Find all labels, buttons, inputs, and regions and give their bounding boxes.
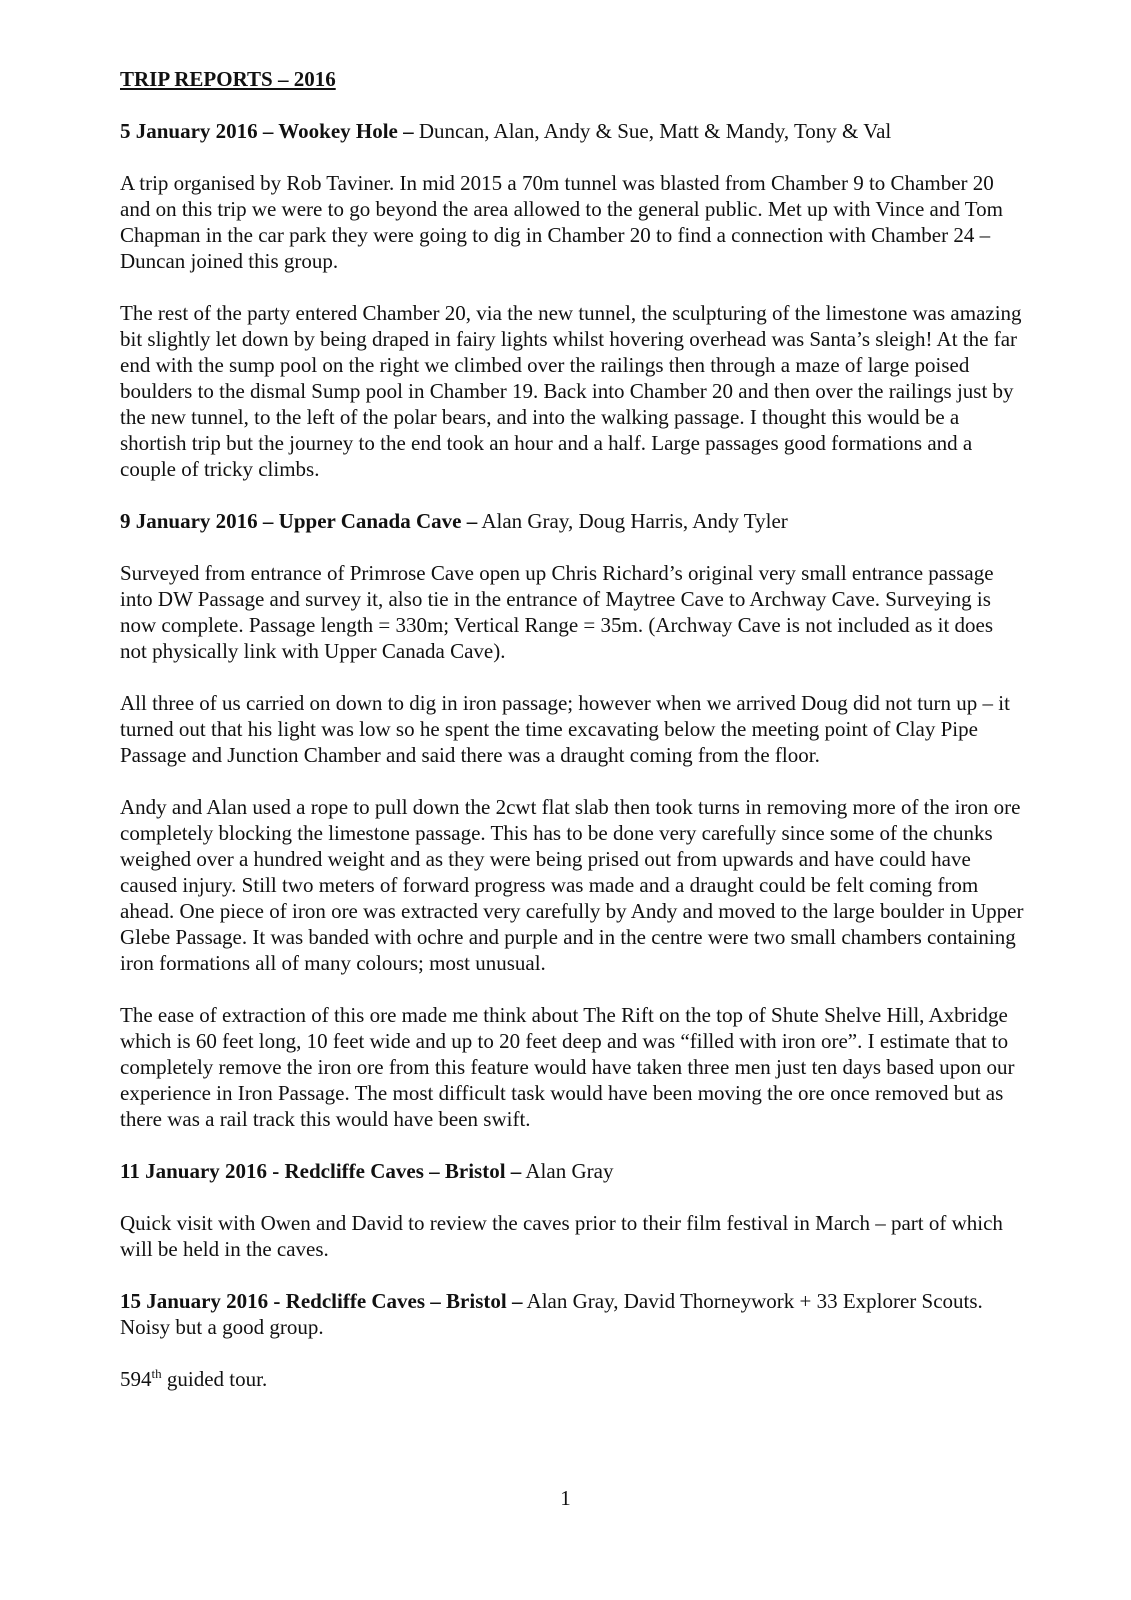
report-heading-attendees: Alan Gray xyxy=(521,1159,614,1183)
report-heading-bold: 11 January 2016 - Redcliffe Caves – Bristol – xyxy=(120,1159,522,1183)
tour-text: guided tour. xyxy=(161,1367,268,1391)
report-heading xyxy=(120,1288,1025,1340)
report-heading-attendees: Duncan, Alan, Andy & Sue, Matt & Mandy, Tony & Val xyxy=(413,119,892,143)
report-paragraph: Quick visit with Owen and David to review the caves prior to their film festival in March – part of which will be held in the caves. xyxy=(120,1211,1003,1261)
report-heading-bold: 15 January 2016 - Redcliffe Caves – Bristol – xyxy=(120,1289,523,1313)
tour-ordinal-suffix: th xyxy=(151,1366,162,1381)
report-paragraph: The rest of the party entered Chamber 20, via the new tunnel, the sculpturing of the limestone was amazing bit slightly let down by being draped in fairy lights whilst hovering overhead was Santa’s sleigh! At the far end with the sump pool on the right we climbed over the railings then through a maze of large poised boulders to the dismal Sump pool in Chamber 19. Back into Chamber 20 and then over the railings just by the new tunnel, to the left of the polar bears, and into the walking passage. I thought this would be a shortish trip but the journey to the end took an hour and a half. Large passages good formations and a couple of tricky climbs. xyxy=(120,301,1022,481)
report-heading xyxy=(120,1158,1025,1184)
page-number: 1 xyxy=(560,1486,571,1510)
report-heading xyxy=(120,118,1025,144)
report-paragraph: Surveyed from entrance of Primrose Cave open up Chris Richard’s original very small entrance passage into DW Passage and survey it, also tie in the entrance of Maytree Cave to Archway Cave. Surveying is now complete. Passage length = 330m; Vertical Range = 35m. (Archway Cave is not included as it does not physically link with Upper Canada Cave). xyxy=(120,561,994,663)
report-paragraph: All three of us carried on down to dig in iron passage; however when we arrived Doug did not turn up – it turned out that his light was low so he spent the time excavating below the meeting point of Clay Pipe Passage and Junction Chamber and said there was a draught coming from the floor. xyxy=(120,691,1010,767)
report-heading xyxy=(120,508,1025,534)
report-paragraph: Andy and Alan used a rope to pull down the 2cwt flat slab then took turns in removing more of the iron ore completely blocking the limestone passage. This has to be done very carefully since some of the chunks weighed over a hundred weight and as they were being prised out from upwards and have could have caused injury. Still two meters of forward progress was made and a draught could be felt coming from ahead. One piece of iron ore was extracted very carefully by Andy and moved to the large boulder in Upper Glebe Passage. It was banded with ochre and purple and in the centre were two small chambers containing iron formations all of many colours; most unusual. xyxy=(120,795,1024,975)
report-heading-bold: 5 January 2016 – Wookey Hole – xyxy=(120,119,414,143)
page-title: TRIP REPORTS – 2016 xyxy=(120,67,336,91)
guided-tour-line xyxy=(120,1366,1025,1392)
report-heading-bold: 9 January 2016 – Upper Canada Cave – xyxy=(120,509,478,533)
report-paragraph: The ease of extraction of this ore made me think about The Rift on the top of Shute Shelve Hill, Axbridge which is 60 feet long, 10 feet wide and up to 20 feet deep and was “filled with iron ore”. I estimate that to completely remove the iron ore from this feature would have taken three men just ten days based upon our experience in Iron Passage. The most difficult task would have been moving the ore once removed but as there was a rail track this would have been swift. xyxy=(120,1003,1015,1131)
report-heading-attendees: Alan Gray, Doug Harris, Andy Tyler xyxy=(477,509,788,533)
report-paragraph: A trip organised by Rob Taviner. In mid 2015 a 70m tunnel was blasted from Chamber 9 to Chamber 20 and on this trip we were to go beyond the area allowed to the general public. Met up with Vince and Tom Chapman in the car park they were going to dig in Chamber 20 to find a connection with Chamber 24 – Duncan joined this group. xyxy=(120,171,1003,273)
report-heading-attendees: Alan Gray, David Thorneywork + 33 Explorer Scouts. Noisy but a good group. xyxy=(120,1289,983,1339)
document-body xyxy=(120,66,1025,1418)
tour-number: 594 xyxy=(120,1367,152,1391)
